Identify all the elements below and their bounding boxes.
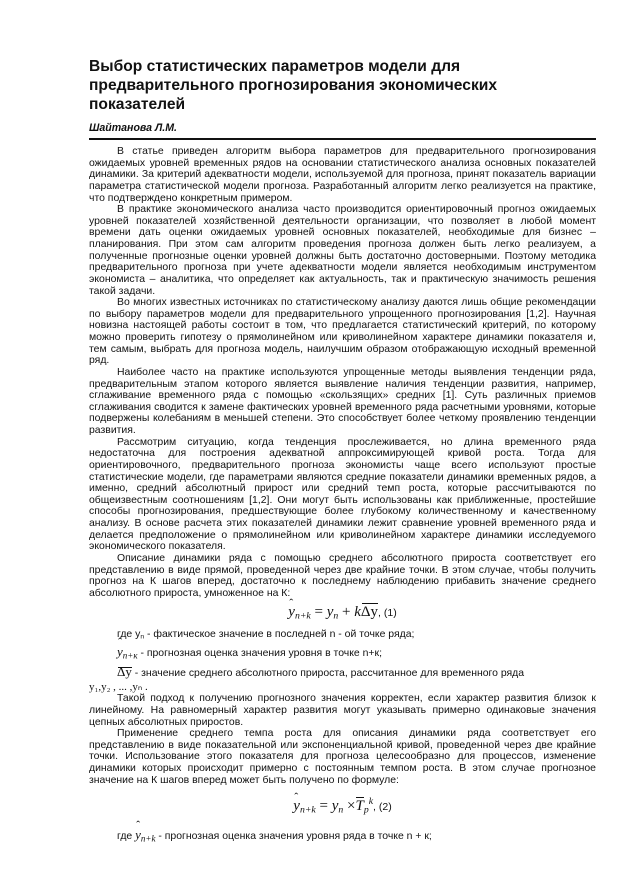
formula-2-rhs-sub: n [338, 804, 344, 816]
formula-2 [89, 792, 596, 820]
body-paragraph: Во многих известных источниках по статистическому анализу даются лишь общие рекомендации по выбору параметров модели для предварительного упрощенного прогнозирования [1,2]. Научная новизна настоящей работы состоит в том, что предлагается статистический критерий, по которому можно проверить гипотезу о прямолинейном или криволинейном характере динамики показателя и, тем самым, выбрать для прогноза модель, наилучшим образом отображающую исходный временной ряд. [89, 297, 596, 367]
formula-1-k: k [354, 604, 361, 621]
body-paragraph: Такой подход к получению прогнозного значения корректен, если характер развития близок к линейному. На равномерный характер развития могут указывать примерно одинаковые значения цепных абсолютных приростов. [89, 693, 596, 728]
body-paragraph: Применение среднего темпа роста для описания динамики ряда соответствует его представлению в виде показательной или экспоненциальной кривой, проведенной через две крайние точки. Использование этого показателя для прогноза целесообразно для процессов, изменение динамики которых происходит примерно с постоянным темпом роста. В этом случае прогнозное значение на К шагов вперед может быть получено по формуле: [89, 728, 596, 786]
formula-1 [89, 602, 596, 626]
formula-1-plus: + [342, 604, 351, 621]
body-paragraph: В практике экономического анализа часто производится ориентировочный прогноз ожидаемых уровней показателей хозяйственной деятельности организации, что позволяет в любой момент времени дать оценки ожидаемых уровней основных показателей, необходимые для бизнес – планирования. При этом сам алгоритм проведения прогноза должен быть легко реализуем, а полученные прогнозные оценки уровней должны быть достаточно достоверными. Поэтому методика предварительного прогноза при учете адекватности модели является необходимым инструментом экономиста – аналитика, что определяет как актуальность, так и практическую значимость решения такой задачи. [89, 204, 596, 297]
formula-1-rhs-sub: n [333, 610, 339, 622]
formula-2-times: × [347, 798, 356, 815]
formula-1-number: , (1) [378, 607, 397, 620]
title-line-2: предварительного прогнозирования экономических показателей [89, 77, 498, 113]
title-line-1: Выбор статистических параметров модели для [89, 58, 461, 75]
definition-delta: Δy - значение среднего абсолютного прироста, рассчитанное для временного ряда [117, 664, 525, 679]
formula-2-T: T [355, 798, 364, 815]
formula-2-lhs: ˆ y [293, 796, 300, 816]
definition-yn: где $y_n$ - фактическое значение в последней n - ой точке ряда; [117, 628, 415, 641]
definition-forecast: ˆ $y_{n+к}$ - прогнозная оценка значения уровня в точке n+к; [89, 646, 596, 662]
formula-2-rhs-var: y [331, 798, 339, 815]
formula-1-lhs-sub: n+k [294, 610, 311, 622]
article-body [89, 146, 596, 844]
body-paragraph: Описание динамики ряда с помощью среднего абсолютного прироста соответствует его представлению в виде прямой, проведенной через две крайние точки. В этом случае, чтобы получить прогноз на К шагов вперед, достаточно к последнему наблюдению прибавить значение среднего абсолютного прироста, умноженное на К: [89, 552, 596, 599]
formula-2-T-sup: k [368, 796, 374, 808]
formula-1-delta: Δy [360, 604, 379, 621]
definition-forecast-2: где ˆ $y_{n+k}$ - прогнозная оценка значения уровня ряда в точке n + к; [89, 829, 596, 845]
author-line: Шайтанова Л.М. [89, 122, 596, 140]
article-title [89, 57, 596, 114]
abstract-paragraph: В статье приведен алгоритм выбора параметров для предварительного прогнозирования ожидаемых уровней временных рядов на основании статистического анализа основных показателей динамики. За критерий адекватности модели, используемой для прогноза, принят показатель вариации параметра статистической модели прогноза. Разработанный алгоритм легко реализуется на практике, что подтверждено конкретным примером. [89, 146, 596, 204]
body-paragraph: Наиболее часто на практике используются упрощенные методы выявления тенденции ряда, предварительным этапом которого является выявление наличия тенденции развития, например, сглаживание временного ряда с помощью «скользящих» средних [1]. Суть различных приемов сглаживания сводится к замене фактических уровней временного ряда расчетными уровнями, которые подвержены колебаниям в меньшей степени. Это способствует более четкому проявлению тенденции развития. [89, 366, 596, 436]
body-paragraph: Рассмотрим ситуацию, когда тенденция прослеживается, но длина временного ряда недостаточна для построения адекватной аппроксимирующей кривой роста. Тогда для ориентировочного, предварительного прогноза экономисты чаще всего используют простые статистические модели, где параметрами являются средние показатели динамики временных рядов, а именно, средний абсолютный прирост или средний темп роста, которые рассчитываются по общеизвестным соотношениям [1,2]. Они могут быть использованы как приближенные, простейшие способы прогнозирования, предшествующие более глубокому количественному и качественному анализу. В основе расчета этих показателей динамики лежит сравнение уровней временного ряда и делается предположение о прямолинейном или криволинейном характере динамики исследуемого экономического показателя. [89, 436, 596, 553]
series-notation: y₁,y₂ , ... ,yₙ . [89, 680, 148, 693]
formula-2-equals: = [319, 798, 328, 815]
formula-1-rhs-var: y [326, 604, 334, 621]
formula-1-equals: = [314, 604, 323, 621]
formula-2-T-sub: p [363, 804, 369, 816]
formula-2-lhs-sub: n+k [299, 804, 316, 816]
formula-2-number: , (2) [373, 801, 392, 814]
document-page [89, 57, 596, 844]
formula-1-lhs: ˆ y [288, 602, 295, 622]
